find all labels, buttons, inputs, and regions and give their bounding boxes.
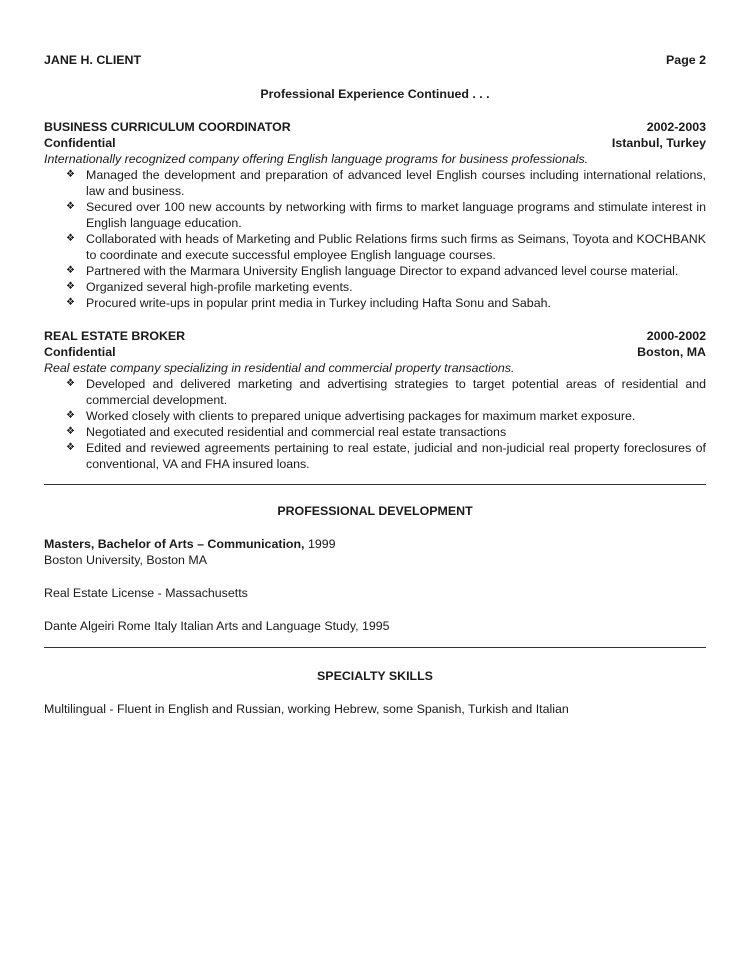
bullet-item: ❖ Secured over 100 new accounts by networking with firms to market language programs and stimulate interest in English language education. (66, 199, 706, 231)
bullet-item: ❖ Edited and reviewed agreements pertaining to real estate, judicial and non-judicial real property foreclosures of conventional, VA and FHA insured loans. (66, 440, 706, 472)
study: Dante Algeiri Rome Italy Italian Arts and Language Study, 1995 (44, 619, 390, 633)
bullet-item: ❖ Worked closely with clients to prepared unique advertising packages for maximum market exposure. (66, 408, 706, 424)
job-bullets (44, 376, 706, 472)
bullet-item: ❖ Managed the development and preparation of advanced level English courses including international relations, law and business. (66, 167, 706, 199)
page-header (44, 52, 706, 68)
degree-line (44, 536, 706, 552)
bullet-item: ❖ Negotiated and executed residential and commercial real estate transactions (66, 424, 706, 440)
job-location: Boston, MA (637, 345, 706, 359)
job-description: Real estate company specializing in residential and commercial property transactions. (44, 361, 515, 375)
skills-heading: SPECIALTY SKILLS (317, 669, 433, 683)
degree-year: 1999 (304, 537, 336, 551)
license: Real Estate License - Massachusetts (44, 586, 248, 600)
development-heading: PROFESSIONAL DEVELOPMENT (277, 504, 473, 518)
candidate-name: JANE H. CLIENT (44, 53, 142, 67)
job-entry (44, 328, 706, 472)
experience-heading: Professional Experience Continued . . . (260, 87, 490, 101)
job-company: Confidential (44, 345, 116, 359)
bullet-item: ❖ Organized several high-profile marketing events. (66, 279, 706, 295)
bullet-item: ❖ Developed and delivered marketing and advertising strategies to target potential areas of residential and commercial development. (66, 376, 706, 408)
job-title: REAL ESTATE BROKER (44, 329, 186, 343)
bullet-item: ❖ Collaborated with heads of Marketing and Public Relations firms such firms as Seimans, Toyota and KOCHBANK to coordinate and execute successful employee English language courses. (66, 231, 706, 263)
section-divider (44, 484, 706, 485)
job-company: Confidential (44, 136, 116, 150)
job-dates: 2002-2003 (646, 120, 706, 134)
resume-page (44, 52, 706, 717)
bullet-item: ❖ Procured write-ups in popular print media in Turkey including Hafta Sonu and Sabah. (66, 295, 706, 311)
skills-text: Multilingual - Fluent in English and Russian, working Hebrew, some Spanish, Turkish and Italian (44, 702, 569, 716)
section-divider (44, 647, 706, 648)
job-location: Istanbul, Turkey (611, 136, 706, 150)
page-number: Page 2 (666, 53, 706, 67)
job-bullets (44, 167, 706, 311)
school: Boston University, Boston MA (44, 553, 207, 567)
bullet-item: ❖ Partnered with the Marmara University English language Director to expand advanced level course material. (66, 263, 706, 279)
job-description: Internationally recognized company offering English language programs for business professionals. (44, 152, 589, 166)
job-title: BUSINESS CURRICULUM COORDINATOR (44, 120, 291, 134)
job-dates: 2000-2002 (646, 329, 706, 343)
degree: Masters, Bachelor of Arts – Communication, (44, 537, 305, 551)
job-entry (44, 119, 706, 311)
